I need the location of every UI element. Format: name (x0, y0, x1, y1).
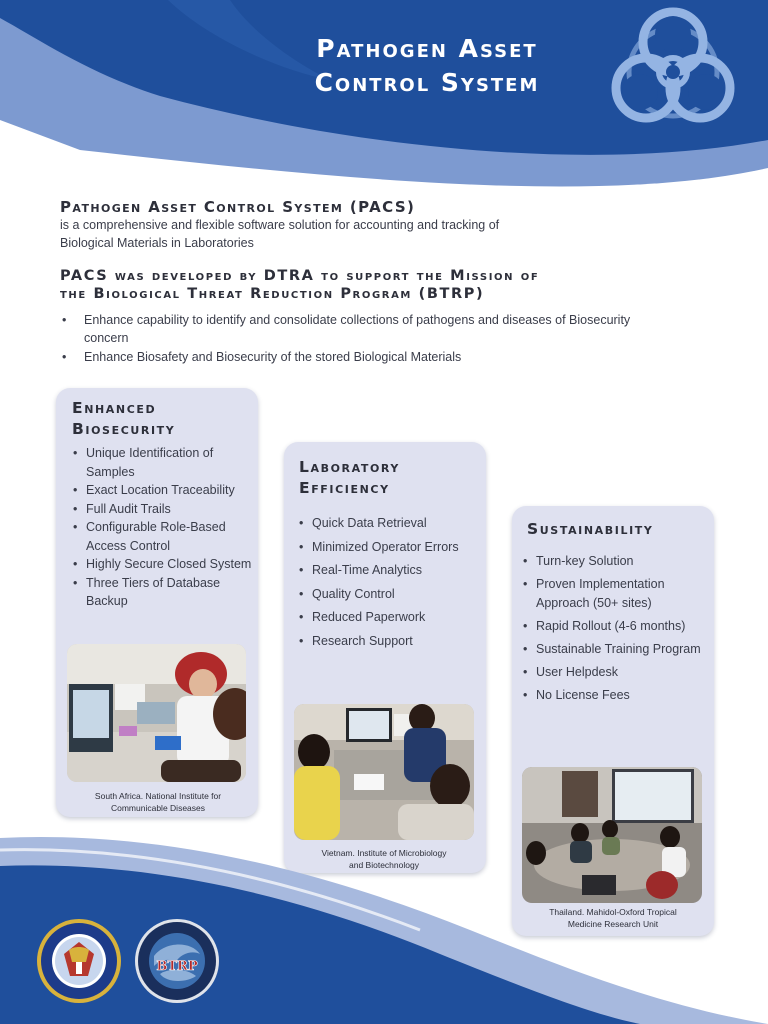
card-feature-list (522, 552, 708, 709)
list-item: • Minimized Operator Errors (298, 536, 480, 560)
lab-photo (67, 644, 246, 782)
caption-line-2: Communicable Diseases (110, 803, 205, 813)
list-item: • Quality Control (298, 583, 480, 607)
caption-line-1: South Africa. National Institute for (94, 791, 222, 801)
card-title-line-2: Efficiency (299, 479, 390, 497)
caption-line-1: Thailand. Mahidol-Oxford Tropical (549, 907, 677, 917)
list-item: • No License Fees (522, 686, 708, 705)
card-title (72, 398, 252, 440)
card-feature-list (72, 444, 254, 611)
btrp-seal-label: BTRP (156, 959, 198, 974)
photo-caption (70, 790, 246, 814)
intro-section (60, 198, 680, 252)
mission-heading-line-2: the Biological Threat Reduction Program (BTRP) (60, 286, 485, 302)
btrp-seal-logo (134, 918, 220, 1004)
mission-bullet-list (60, 311, 700, 366)
card-enhanced-biosecurity (56, 388, 258, 817)
mission-heading-line-1: PACS was developed by DTRA to support the Mission of (60, 268, 540, 284)
list-item: • Unique Identification of Samples (72, 444, 254, 481)
list-item: • Reduced Paperwork (298, 606, 480, 630)
card-laboratory-efficiency (284, 442, 486, 873)
caption-line-2: Medicine Research Unit (567, 919, 659, 929)
page-title (262, 32, 592, 100)
mission-bullet: • Enhance capability to identify and consolidate collections of pathogens and diseases of Biosecurity concern (60, 311, 644, 347)
list-item: • Real-Time Analytics (298, 559, 480, 583)
list-item: • User Helpdesk (522, 663, 708, 682)
caption-line-1: Vietnam. Institute of Microbiology (321, 848, 447, 858)
card-title-line-1: Sustainability (527, 520, 654, 538)
list-item: • Quick Data Retrieval (298, 512, 480, 536)
list-item: • Research Support (298, 630, 480, 654)
list-item: • Rapid Rollout (4-6 months) (522, 617, 708, 636)
dtra-seal-logo (36, 918, 122, 1004)
title-line-2: Control System (314, 68, 540, 97)
card-feature-list (298, 512, 480, 653)
list-item: • Exact Location Traceability (72, 481, 254, 500)
intro-heading: Pathogen Asset Control System (PACS) (60, 198, 416, 216)
intro-text-line-1: is a comprehensive and flexible software solution for accounting and tracking of (60, 218, 500, 232)
list-item: • Sustainable Training Program (522, 640, 708, 659)
intro-text-line-2: Biological Materials in Laboratories (60, 236, 254, 250)
list-item: • Three Tiers of Database Backup (72, 574, 254, 611)
mission-bullet: • Enhance Biosafety and Biosecurity of the stored Biological Materials (60, 348, 700, 366)
list-item: • Configurable Role-Based Access Control (72, 518, 254, 555)
list-item: • Full Audit Trails (72, 500, 254, 519)
card-title-line-1: Enhanced (72, 399, 157, 417)
card-title-line-1: Laboratory (299, 458, 400, 476)
list-item: • Turn-key Solution (522, 552, 708, 571)
header-banner (0, 0, 768, 200)
list-item: • Proven Implementation Approach (50+ sites) (522, 575, 708, 612)
caption-line-2: and Biotechnology (349, 860, 419, 870)
card-title-line-2: Biosecurity (72, 420, 176, 438)
card-title (527, 519, 712, 540)
card-title (299, 457, 479, 499)
mission-section (60, 267, 700, 367)
title-line-1: Pathogen Asset (316, 34, 538, 63)
list-item: • Highly Secure Closed System (72, 555, 254, 574)
